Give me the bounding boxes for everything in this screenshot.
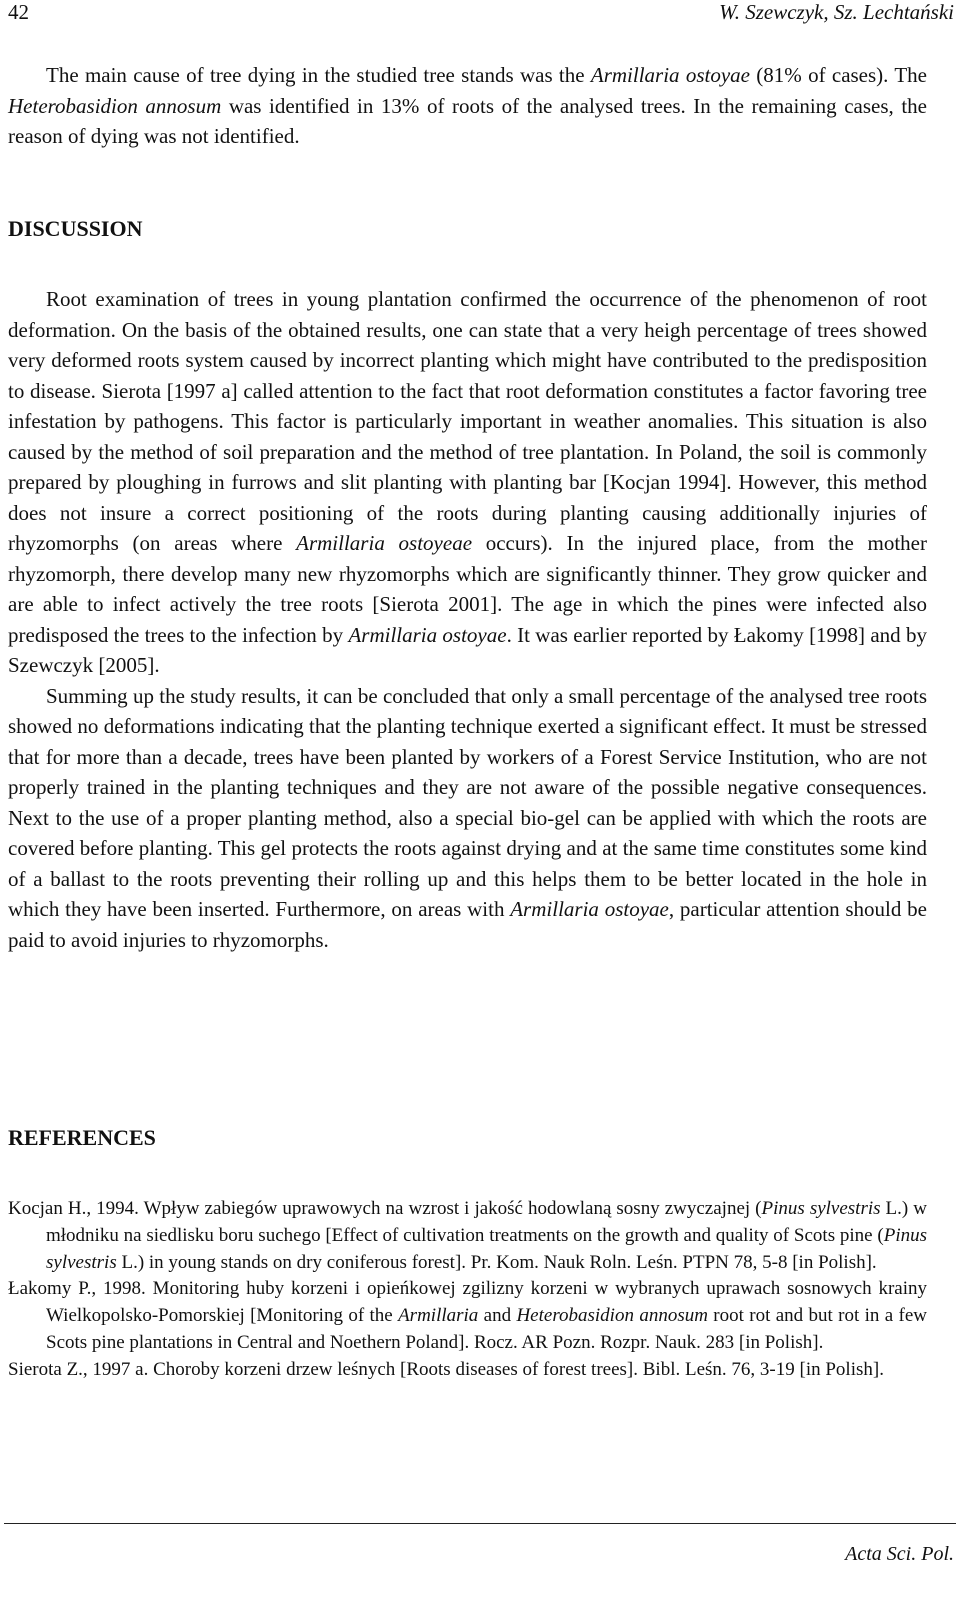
species-name: Armillaria ostoyae: [348, 622, 507, 647]
page-number: 42: [8, 0, 29, 24]
reference-item: Kocjan H., 1994. Wpływ zabiegów uprawowych na wzrost i jakość hodowlaną sosny zwyczajnej (Pinus sylvestris L.) w młodniku na siedlisku boru suchego [Effect of cultivation treatments on the growth and quality of Scots pine (Pinus sylvestris L.) in young stands on dry coniferous forest]. Pr. Kom. Nauk Roln. Leśn. PTPN 78, 5-8 [in Polish].: [8, 1198, 927, 1273]
species-name: Armillaria ostoyae: [590, 63, 750, 87]
species-name: Armillaria ostoyeae: [296, 531, 473, 555]
running-header-authors: W. Szewczyk, Sz. Lechtański: [719, 0, 954, 24]
journal-name: Acta Sci. Pol.: [845, 1543, 954, 1565]
results-paragraph-block: [8, 60, 927, 152]
reference-item: Sierota Z., 1997 a. Choroby korzeni drzew leśnych [Roots diseases of forest trees]. Bibl. Leśn. 76, 3-19 [in Polish].: [8, 1358, 884, 1380]
discussion-body: [8, 284, 927, 955]
species-name: Armillaria ostoyae: [510, 897, 669, 921]
reference-item: Łakomy P., 1998. Monitoring huby korzeni i opieńkowej zgilizny korzeni w wybranych uprawach sosnowych krainy Wielkopolsko-Pomorskiej [Monitoring of the Armillaria and Heterobasidion annosum root rot and but rot in a few Scots pine plantations in Central and Noethern Poland]. Rocz. AR Pozn. Rozpr. Nauk. 283 [in Polish].: [8, 1278, 927, 1353]
discussion-paragraph-1: Root examination of trees in young plantation confirmed the occurrence of the phenomenon of root deformation. On the basis of the obtained results, one can state that a very heigh percentage of trees showed very deformed roots system caused by incorrect planting which might have contributed to the predisposition to disease. Sierota [1997 a] called attention to the fact that root deformation constitutes a factor favoring tree infestation by pathogens. This factor is particularly important in weather anomalies. This situation is also caused by the method of soil preparation and the method of tree plantation. In Poland, the soil is commonly prepared by ploughing in furrows and slit planting with planting bar [Kocjan 1994]. However, this method does not insure a correct positioning of the roots during planting causing additionally injuries of rhyzomorphs (on areas where Armillaria ostoyeae occurs). In the injured place, from the mother rhyzomorph, there develop many new rhyzomorphs which are significantly thinner. They grow quicker and are able to infect actively the tree roots [Sierota 2001]. The age in which the pines were infected also predisposed the trees to the infection by Armillaria ostoyae. It was earlier reported by Łakomy [1998] and by Szewczyk [2005].: [8, 287, 927, 677]
references-heading: REFERENCES: [8, 1125, 156, 1150]
footer-divider: [4, 1523, 956, 1524]
reference-list: [8, 1196, 927, 1384]
results-paragraph: The main cause of tree dying in the studied tree stands was the Armillaria ostoyae (81% of cases). The Heterobasidion annosum was identified in 13% of roots of the analysed trees. In the remaining cases, the reason of dying was not identified.: [8, 63, 927, 148]
discussion-heading: DISCUSSION: [8, 216, 143, 241]
running-header: [8, 0, 954, 30]
species-name: Heterobasidion annosum: [8, 93, 222, 118]
discussion-paragraph-2: Summing up the study results, it can be concluded that only a small percentage of the analysed tree roots showed no deformations indicating that the planting technique exerted a significant effect. It must be stressed that for more than a decade, trees have been planted by workers of a Forest Service Institution, who are not properly trained in the planting techniques and they are not aware of the possible negative consequences. Next to the use of a proper planting method, also a special bio-gel can be applied with which the roots are covered before planting. This gel protects the roots against drying and at the same time constitutes some kind of a ballast to the roots preventing their rolling up and this helps them to be better located in the hole in which they have been inserted. Furthermore, on areas with Armillaria ostoyae, particular attention should be paid to avoid injuries to rhyzomorphs.: [8, 683, 927, 952]
